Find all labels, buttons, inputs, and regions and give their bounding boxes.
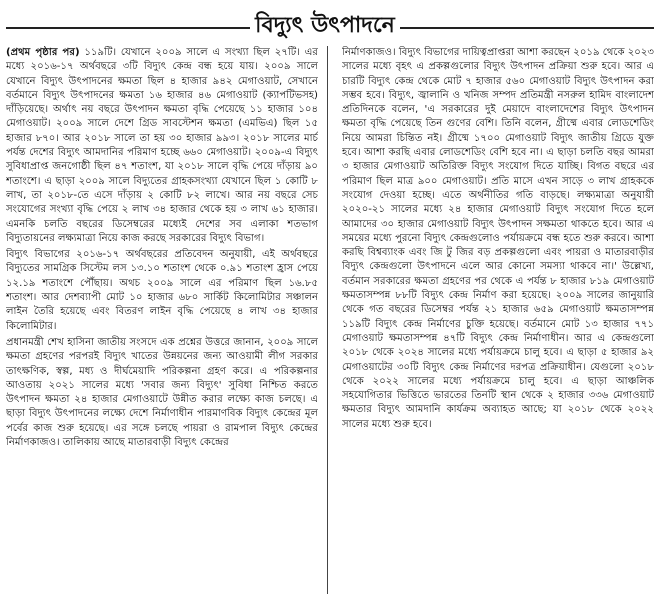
- article-headline: বিদ্যুৎ উৎপাদনে: [250, 8, 400, 44]
- article-column-left: [6, 46, 318, 594]
- paragraph-system-loss: বিদ্যুৎ বিভাগের ২০১৬-১৭ অর্থবছরের প্রতিবেদন অনুযায়ী, এই অর্থবছরে বিদ্যুতের সামগ্রিক সিস্টেম লস ১৩.১০ শতাংশ থেকে ০.৯১ শতাংশ হ্রাস পেয়ে ১২.১৯ শতাংশে পৌঁছায়। অথচ ২০০৯ সালে এর পরিমাণ ছিল ১৬.৮৫ শতাংশ। আর দেশব্যাপী মোট ১০ হাজার ৬৮০ সার্কিট কিলোমিটার সঞ্চালন লাইন তৈরি হয়েছে এবং বিতরণ লাইন বৃদ্ধি পেয়েছে ৪ লাখ ৩৪ হাজার কিলোমিটার।: [6, 249, 318, 332]
- paragraph-prime-minister: প্রধানমন্ত্রী শেখ হাসিনা জাতীয় সংসদে এক প্রশ্নের উত্তরে জানান, ২০০৯ সালে ক্ষমতা গ্রহণের পরপরই বিদ্যুৎ খাতের উন্নয়নের জন্য আওয়ামী লীগ সরকার তাৎক্ষণিক, স্বল্প, মধ্য ও দীর্ঘমেয়াদি পরিকল্পনা গ্রহণ করে। এ পরিকল্পনার আওতায় ২০২১ সালের মধ্যে 'সবার জন্য বিদ্যুৎ' সুবিধা নিশ্চিত করতে উৎপাদন ক্ষমতা ২৪ হাজার মেগাওয়াটে উন্নীত করার লক্ষ্যে কাজ চলছে। এ ছাড়া বিদ্যুৎ উৎপাদনের লক্ষ্যে দেশে নির্মাণাধীন পারমাণবিক বিদ্যুৎ কেন্দ্রের মূল পর্বের কাজ শুরু হয়েছে। এর সঙ্গে চলছে পায়রা ও রামপাল বিদ্যুৎ কেন্দ্রের নির্মাণকাজও। তালিকায় আছে মাতারবাড়ী বিদ্যুৎ কেন্দ্রের: [6, 336, 318, 449]
- headline-rule-right: [400, 27, 654, 29]
- headline-rule-left: [6, 27, 250, 29]
- paragraph-text: ১১৯টি। যেখানে ২০০৯ সালে এ সংখ্যা ছিল ২৭টি। এর মধ্যে ২০১৬-১৭ অর্থবছরে ৩টি বিদ্যুৎ কেন্দ্র বন্ধ হয়ে যায়। ২০০৯ সালে যেখানে বিদ্যুৎ উৎপাদনের ক্ষমতা ছিল ৪ হাজার ৯৪২ মেগাওয়াট, সেখানে বর্তমানে বিদ্যুৎ উৎপাদনের ক্ষমতা ১৬ হাজার ৪৬ মেগাওয়াট (ক্যাপটিভসহ) দাঁড়িয়েছে। অর্থাৎ নয় বছরে উৎপাদন ক্ষমতা বৃদ্ধি পেয়েছে ১১ হাজার ১০৪ মেগাওয়াট। ২০০৯ সালে দেশে গ্রিড সাবস্টেশন ক্ষমতা (এমভিএ) ছিল ১৫ হাজার ৮৭০। আর ২০১৮ সালে তা হয় ৩০ হাজার ৯৯৩। ২০১৮ সালের মার্চ পর্যন্ত দেশের বিদ্যুৎ আমদানির পরিমাণ হচ্ছে ৬৬০ মেগাওয়াট। ২০০৯-এ বিদ্যুৎ সুবিধাপ্রাপ্ত জনগোষ্ঠী ছিল ৪৭ শতাংশ, যা ২০১৮ সালে বৃদ্ধি পেয়ে দাঁড়ায় ৯০ শতাংশে। এ ছাড়া ২০০৯ সালে বিদ্যুতের গ্রাহকসংখ্যা যেখানে ছিল ১ কোটি ৮ লাখ, তা ২০১৮-তে এসে দাঁড়ায় ২ কোটি ৮২ লাখে। আর নয় বছরে সেচ সংযোগের সংখ্যা বৃদ্ধি পেয়ে ২ লাখ ৩৪ হাজার থেকে হয় ৩ লাখ ৬১ হাজার। এমনকি চলতি বছরের ডিসেম্বরের মধ্যেই দেশের সব এলাকা শতভাগ বিদ্যুতায়নের লক্ষ্যমাত্রা নিয়ে কাজ করছে সরকারের বিদ্যুৎ বিভাগ।: [6, 47, 318, 244]
- paragraph-continuation: [6, 46, 318, 246]
- continued-from-label: (প্রথম পৃষ্ঠার পর): [6, 47, 80, 58]
- paragraph-projects: নির্মাণকাজও। বিদ্যুৎ বিভাগের দায়িত্বপ্রাপ্তরা আশা করছেন ২০১৯ থেকে ২০২৩ সালের মধ্যে বৃহৎ এ প্রকল্পগুলোর বিদ্যুৎ উৎপাদন প্রক্রিয়া শুরু হবে। আর এ চারটি বিদ্যুৎ কেন্দ্র থেকে মোট ৭ হাজার ৫৬০ মেগাওয়াট বিদ্যুৎ উৎপাদন করা সম্ভব হবে। বিদ্যুৎ, জ্বালানি ও খনিজ সম্পদ প্রতিমন্ত্রী নসরুল হামিদ বাংলাদেশ প্রতিদিনকে বলেন, 'এ সরকারের দুই মেয়াদে বাংলাদেশের বিদ্যুৎ উৎপাদন ক্ষমতা বৃদ্ধি পেয়েছে তিন গুণের বেশি। তিনি বলেন, গ্রীষ্মে এবার লোডশেডিং নিয়ে আমরা চিন্তিত নই। গ্রীষ্মে ১৭০০ মেগাওয়াট বিদ্যুৎ জাতীয় গ্রিডে যুক্ত হবে। আশা করছি এবার লোডশেডিং বেশি হবে না। এ ছাড়া চলতি বছর আমরা ৩ হাজার মেগাওয়াট অতিরিক্ত বিদ্যুৎ সংযোগ দিতে যাচ্ছি। বিগত বছরে এর পরিমাণ ছিল মাত্র ৯০০ মেগাওয়াট। প্রতি মাসে এখন সাড়ে ৩ লাখ গ্রাহককে সংযোগ দেওয়া হচ্ছে। এতে অর্থনীতির গতি বাড়ছে। লক্ষ্যমাত্রা অনুযায়ী ২০২০-২১ সালের মধ্যে ২৪ হাজার মেগাওয়াট বিদ্যুৎ সংযোগ দিতে হলে আমাদের ৩০ হাজার মেগাওয়াট বিদ্যুৎ উৎপাদন সক্ষমতা থাকতে হবে। আর এ সময়ের মধ্যে পুরনো বিদ্যুৎ কেন্দ্রগুলোও পর্যায়ক্রমে বন্ধ হতে শুরু করবে। আশা করছি বিশ্বব্যাংক এবং জি টু জির বড় প্রকল্পগুলো এবং পায়রা ও মাতারবাড়ীর বিদ্যুৎ কেন্দ্রগুলো উৎপাদনে এলে আর কোনো সমস্যা থাকবে না।' উল্লেখ্য, বর্তমান সরকারের ক্ষমতা গ্রহণের পর থেকে এ পর্যন্ত ৮ হাজার ৮১৯ মেগাওয়াট ক্ষমতাসম্পন্ন ৮৮টি বিদ্যুৎ কেন্দ্র নির্মাণ করা হয়েছে। ২০০৯ সালের জানুয়ারি থেকে গত বছরের ডিসেম্বর পর্যন্ত ২১ হাজার ৬৫৯ মেগাওয়াট ক্ষমতাসম্পন্ন ১১৯টি বিদ্যুৎ কেন্দ্র নির্মাণের চুক্তি হয়েছে। বর্তমানে মোট ১৩ হাজার ৭৭১ মেগাওয়াট ক্ষমতাসম্পন্ন ৪৭টি বিদ্যুৎ কেন্দ্র নির্মাণাধীন। আর এ কেন্দ্রগুলো ২০১৮ থেকে ২০২৪ সালের মধ্যে পর্যায়ক্রমে চালু হবে। এ ছাড়া ৫ হাজার ৯২ মেগাওয়াটের ৩০টি বিদ্যুৎ কেন্দ্র নির্মাণের দরপত্র প্রক্রিয়াধীন। যেগুলো ২০১৮ থেকে ২০২২ সালের মধ্যে পর্যায়ক্রমে চালু হবে। এ ছাড়া আঞ্চলিক সহযোগিতার ভিত্তিতে ভারতের তিনটি স্থান থেকে ২ হাজার ৩৩৬ মেগাওয়াট ক্ষমতার বিদ্যুৎ আমদানি কার্যক্রম অব্যাহত আছে; যা ২০১৮ থেকে ২০২২ সালের মধ্যে শুরু হবে।: [342, 47, 654, 430]
- article-column-right: [342, 46, 654, 594]
- column-divider: [327, 46, 328, 594]
